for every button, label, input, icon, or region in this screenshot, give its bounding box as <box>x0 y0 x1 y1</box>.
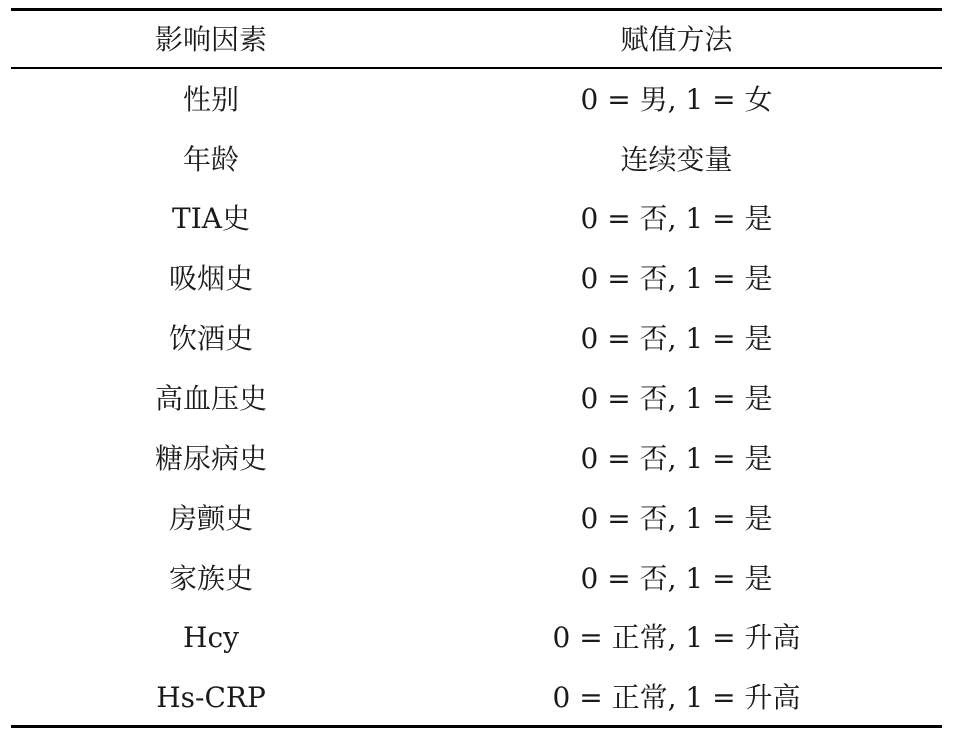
method-cell: 连续变量 <box>620 143 733 176</box>
header-method: 赋值方法 <box>620 23 733 56</box>
factor-cell: 房颤史 <box>168 502 253 535</box>
factor-cell: 糖尿病史 <box>154 442 267 475</box>
factor-cell: 家族史 <box>168 562 253 595</box>
table-row <box>11 189 942 249</box>
table-row <box>11 249 942 309</box>
table-row <box>11 369 942 429</box>
header-factor: 影响因素 <box>154 23 267 56</box>
table-header-row <box>11 10 942 70</box>
table-bottom-rule <box>11 725 942 728</box>
method-cell: 0 = 否, 1 = 是 <box>580 322 773 355</box>
method-cell: 0 = 否, 1 = 是 <box>580 382 773 415</box>
method-cell: 0 = 正常, 1 = 升高 <box>552 681 801 714</box>
table-row <box>11 429 942 489</box>
factor-cell: Hcy <box>183 621 239 654</box>
factor-cell: 高血压史 <box>154 382 267 415</box>
method-cell: 0 = 男, 1 = 女 <box>580 83 773 116</box>
table-row <box>11 549 942 609</box>
method-cell: 0 = 否, 1 = 是 <box>580 202 773 235</box>
table-row <box>11 489 942 549</box>
method-cell: 0 = 否, 1 = 是 <box>580 442 773 475</box>
factor-cell: 吸烟史 <box>168 262 253 295</box>
table-row <box>11 309 942 369</box>
factor-cell: 性别 <box>182 83 239 116</box>
factor-cell: 年龄 <box>182 143 239 176</box>
table-header-rule <box>11 67 942 69</box>
method-cell: 0 = 否, 1 = 是 <box>580 262 773 295</box>
method-cell: 0 = 否, 1 = 是 <box>580 562 773 595</box>
method-cell: 0 = 否, 1 = 是 <box>580 502 773 535</box>
factor-cell: Hs-CRP <box>156 681 266 714</box>
table-row <box>11 668 942 728</box>
factor-cell: 饮酒史 <box>168 322 253 355</box>
table-row <box>11 608 942 668</box>
factor-cell: TIA史 <box>172 202 250 235</box>
table-row <box>11 130 942 190</box>
table-row <box>11 70 942 130</box>
method-cell: 0 = 正常, 1 = 升高 <box>552 621 801 654</box>
